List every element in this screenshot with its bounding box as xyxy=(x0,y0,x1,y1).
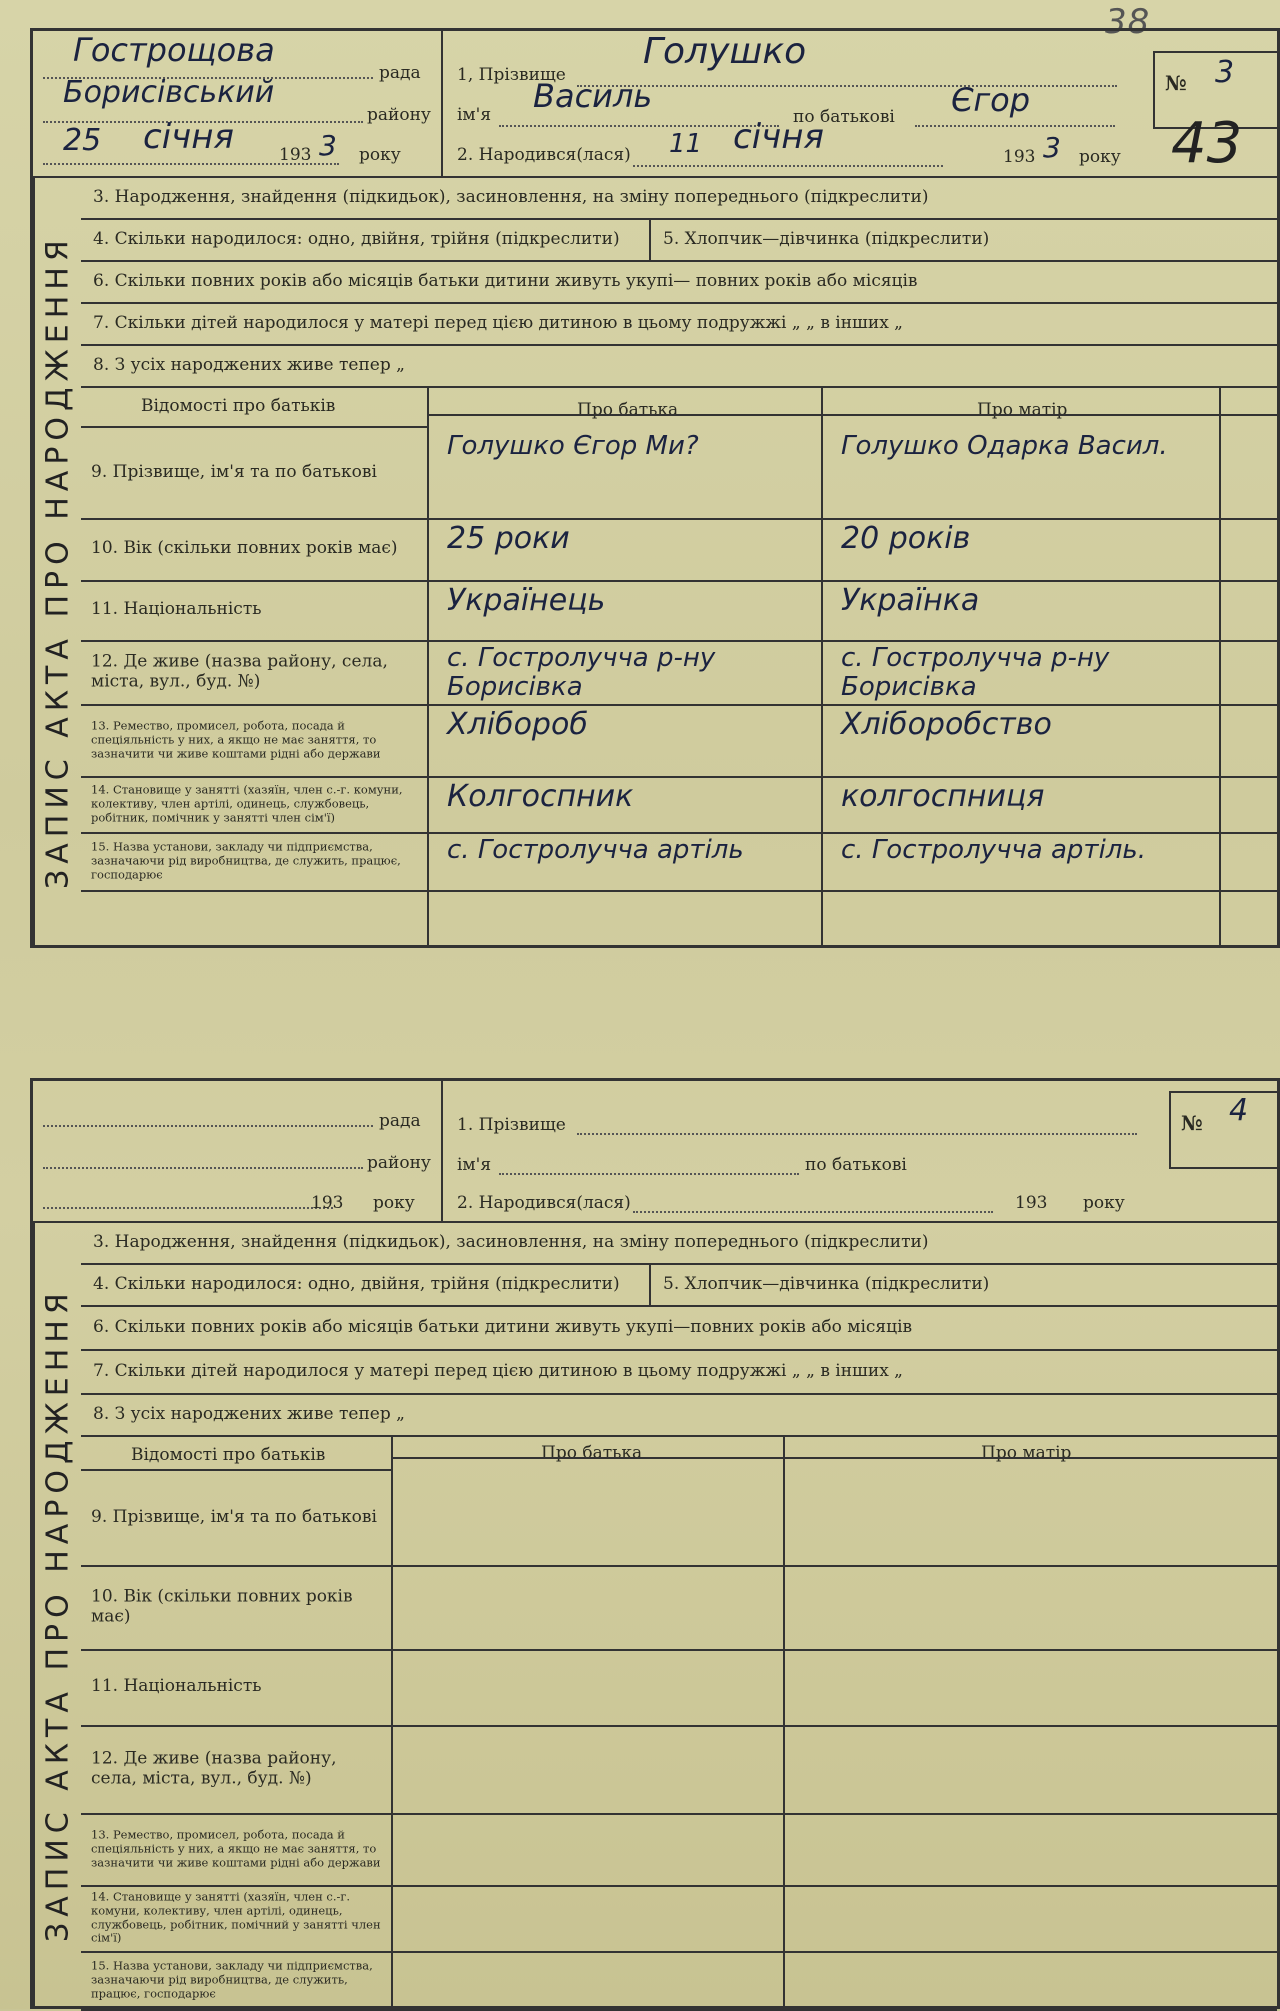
born-year-suffix: року xyxy=(1079,147,1121,167)
table-row xyxy=(81,776,1277,834)
reg-year-handwritten: 3 xyxy=(319,129,337,162)
council-label: рада xyxy=(379,63,421,83)
mother-value: колгоспниця xyxy=(841,779,1045,814)
table-row xyxy=(81,1725,1277,1815)
row-label: 15. Назва установи, закладу чи підприємства, зазначаючи рід виробництва, де служить, працює, господарює xyxy=(91,1958,373,2000)
father-value: Українець xyxy=(447,583,606,618)
child-info-block xyxy=(443,31,1153,176)
born-label: 2. Народився(лася) xyxy=(457,145,631,165)
surname-label: 1, Прізвище xyxy=(457,65,566,85)
name-handwritten: Василь xyxy=(533,77,653,115)
father-value: Хлібороб xyxy=(447,707,588,742)
birth-record-4 xyxy=(30,1078,1280,2009)
number-handwritten: 3 xyxy=(1215,55,1235,90)
row-label: 11. Національність xyxy=(91,599,262,620)
reg-day-handwritten: 25 xyxy=(63,123,102,158)
surname-handwritten: Голушко xyxy=(643,31,807,72)
patronymic-handwritten: Єгор xyxy=(951,81,1031,119)
row-label: 9. Прізвище, ім'я та по батькові xyxy=(91,462,377,483)
table-header-father: Про батька xyxy=(541,1443,643,1463)
table-row xyxy=(81,1565,1277,1651)
vertical-title: ЗАПИС АКТА ПРО НАРОДЖЕННЯ xyxy=(33,1221,81,2009)
table-header-father: Про батька xyxy=(577,400,679,420)
reg-month-handwritten: січня xyxy=(143,117,234,157)
question-8: 8. З усіх народжених живе тепер „ xyxy=(81,344,1277,388)
registration-block xyxy=(33,31,443,176)
council-handwritten: Гострощова xyxy=(73,31,275,69)
table-row xyxy=(81,1471,1277,1567)
row-label: 12. Де живе (назва району, села, міста, вул., буд. №) xyxy=(91,1748,337,1788)
birth-record-3 xyxy=(30,28,1280,948)
table-header-left: Відомості про батьків xyxy=(131,1445,326,1465)
table-row xyxy=(81,518,1277,582)
table-row xyxy=(81,832,1277,892)
record-number-block xyxy=(1123,31,1277,176)
parents-table xyxy=(81,1435,1277,2009)
row-label: 15. Назва установи, закладу чи підприємства, зазначаючи рід виробництва, де служить, працює, господарює xyxy=(91,839,401,881)
row-label: 10. Вік (скільки повних років має) xyxy=(91,538,398,559)
born-year-prefix: 193 xyxy=(1015,1193,1048,1213)
record-number-box xyxy=(1169,1091,1280,1169)
name-label: ім'я xyxy=(457,1155,492,1175)
table-row xyxy=(81,1649,1277,1727)
patronymic-label: по батькові xyxy=(805,1155,907,1175)
district-label: району xyxy=(367,1153,431,1173)
question-4-5: 4. Скільки народилося: одно, двійня, трійня (підкреслити) 5. Хлопчик—дівчинка (підкреслити) xyxy=(81,1263,1277,1307)
council-label: рада xyxy=(379,1111,421,1131)
table-row xyxy=(81,1951,1277,2011)
table-row xyxy=(81,428,1277,520)
name-label: ім'я xyxy=(457,105,492,125)
surname-label: 1. Прізвище xyxy=(457,1115,566,1135)
district-label: району xyxy=(367,105,431,125)
question-6: 6. Скільки повних років або місяців батьки дитини живуть укупі— повних років або місяців xyxy=(81,260,1277,304)
mother-value: Голушко Одарка Васил. xyxy=(841,431,1168,461)
born-label: 2. Народився(лася) xyxy=(457,1193,631,1213)
table-row xyxy=(81,1813,1277,1887)
table-row xyxy=(81,1885,1277,1953)
row-label: 9. Прізвище, ім'я та по батькові xyxy=(91,1507,377,1528)
reg-year-suffix: року xyxy=(373,1193,415,1213)
father-value: Колгоспник xyxy=(447,779,634,814)
big-record-number: 43 xyxy=(1171,111,1243,176)
row-label: 14. Становище у занятті (хазяїн, член с.-г. комуни, колективу, член артілі, одинець, службовець, робітник, помічник у занятті член сім'ї) xyxy=(91,782,403,824)
row-label: 11. Національність xyxy=(91,1676,262,1697)
table-header-left: Відомості про батьків xyxy=(141,396,336,416)
district-handwritten: Борисівський xyxy=(63,75,275,110)
vertical-title: ЗАПИС АКТА ПРО НАРОДЖЕННЯ xyxy=(33,176,81,948)
father-value: 25 роки xyxy=(447,521,570,556)
question-3: 3. Народження, знайдення (підкидьок), засиновлення, на зміну попереднього (підкреслити) xyxy=(81,176,1277,220)
mother-value: с. Гостролучча артіль. xyxy=(841,835,1147,865)
child-info-block xyxy=(443,1081,1153,1221)
table-row xyxy=(81,580,1277,642)
father-value: с. Гостролучча р-ну Борисівка xyxy=(447,643,716,702)
table-header-mother: Про матір xyxy=(977,400,1068,420)
question-4-5: 4. Скільки народилося: одно, двійня, трійня (підкреслити) 5. Хлопчик—дівчинка (підкреслити) xyxy=(81,218,1277,262)
question-7: 7. Скільки дітей народилося у матері перед цією дитиною в цьому подружжі „ „ в інших „ xyxy=(81,1349,1277,1395)
born-year-handwritten: 3 xyxy=(1043,131,1061,164)
reg-year-prefix: 193 xyxy=(279,145,312,165)
mother-value: Хліборобство xyxy=(841,707,1052,742)
reg-year-suffix: року xyxy=(359,145,401,165)
born-year-prefix: 193 xyxy=(1003,147,1036,167)
number-handwritten: 4 xyxy=(1229,1093,1249,1128)
registration-block xyxy=(33,1081,443,1221)
father-value: Голушко Єгор Ми? xyxy=(447,431,699,461)
question-7: 7. Скільки дітей народилося у матері перед цією дитиною в цьому подружжі „ „ в інших „ xyxy=(81,302,1277,346)
question-8: 8. З усіх народжених живе тепер „ xyxy=(81,1393,1277,1437)
record-number-block xyxy=(1123,1081,1277,1221)
born-day-handwritten: 11 xyxy=(669,129,703,159)
record-header xyxy=(33,31,1277,178)
table-header-mother: Про матір xyxy=(981,1443,1072,1463)
father-value: с. Гостролучча артіль xyxy=(447,835,744,865)
born-month-handwritten: січня xyxy=(733,117,824,157)
mother-value: Українка xyxy=(841,583,980,618)
parents-table xyxy=(81,386,1277,948)
page-number: 38 xyxy=(1105,2,1151,42)
question-3: 3. Народження, знайдення (підкидьок), засиновлення, на зміну попереднього (підкреслити) xyxy=(81,1221,1277,1265)
number-label: № xyxy=(1181,1111,1203,1135)
question-6: 6. Скільки повних років або місяців батьки дитини живуть укупі—повних років або місяців xyxy=(81,1305,1277,1351)
number-label: № xyxy=(1165,71,1187,95)
row-label: 12. Де живе (назва району, села, міста, вул., буд. №) xyxy=(91,651,388,691)
row-label: 13. Ремество, промисел, робота, посада й спеціяльність у них, а якщо не має заняття, то зазначити чи живе коштами рідні або держави xyxy=(91,718,381,760)
table-row xyxy=(81,704,1277,778)
patronymic-label: по батькові xyxy=(793,107,895,127)
row-label: 10. Вік (скільки повних років має) xyxy=(91,1586,353,1626)
record-header xyxy=(33,1081,1277,1223)
mother-value: 20 років xyxy=(841,521,971,556)
table-row xyxy=(81,640,1277,706)
mother-value: с. Гостролучча р-ну Борисівка xyxy=(841,643,1110,702)
reg-year-prefix: 193 xyxy=(311,1193,344,1213)
row-label: 14. Становище у занятті (хазяїн, член с.-г. комуни, колективу, член артілі, одинець, службовець, робітник, помічний у занятті член сім'ї) xyxy=(91,1889,381,1945)
row-label: 13. Ремество, промисел, робота, посада й спеціяльність у них, а якщо не має заняття, то зазначити чи живе коштами рідні або держави xyxy=(91,1827,381,1869)
born-year-suffix: року xyxy=(1083,1193,1125,1213)
